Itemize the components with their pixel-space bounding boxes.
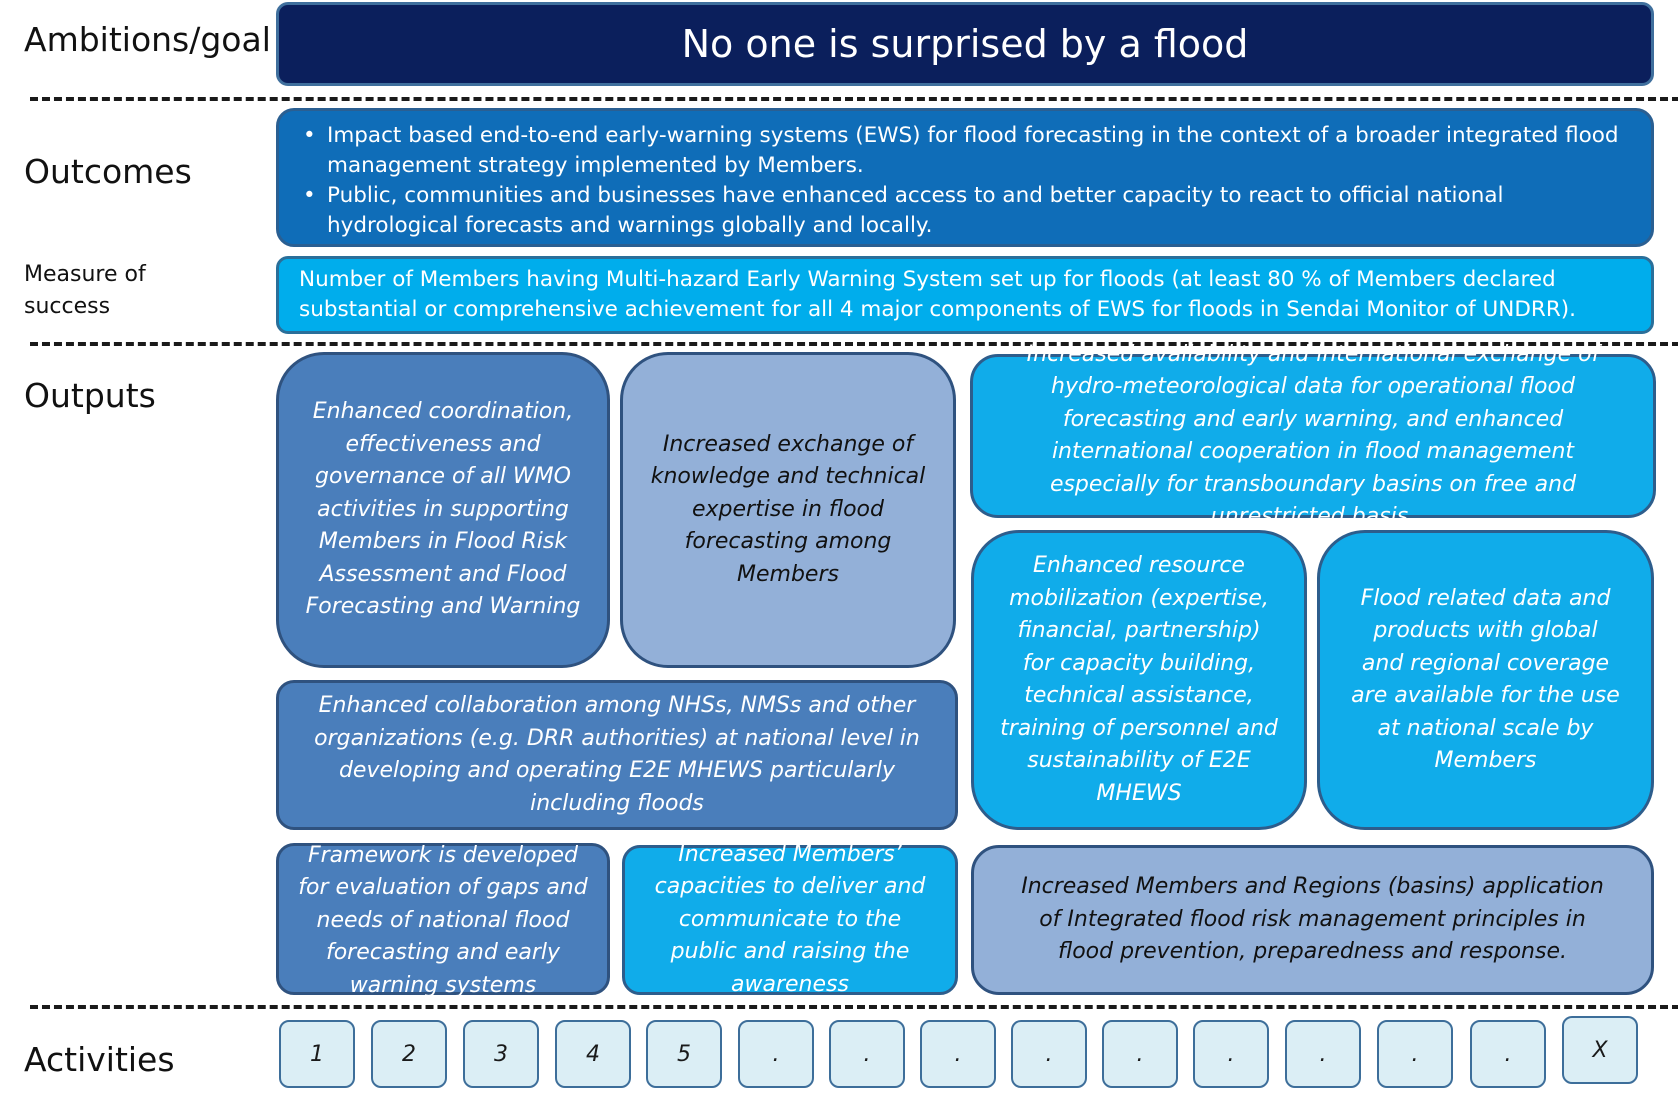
output-resource-mobilization-text: Enhanced resource mobilization (expertise, financial, partnership) for capacity building, technical assistance, training of personnel and sustainability of E2E MHEWS	[1000, 553, 1278, 806]
activity-box: 4	[555, 1020, 631, 1088]
outcome-item: • Impact based end-to-end early-warning systems (EWS) for flood forecasting in the context of a broader integrated flood management strategy implemented by Members.	[327, 121, 1631, 181]
label-measure-line1: Measure of	[24, 262, 146, 287]
outcomes-list	[303, 121, 1631, 241]
output-flood-data-text: Flood related data and products with global and regional coverage are available for the use at national scale by Members	[1351, 585, 1620, 773]
label-outcomes: Outcomes	[24, 152, 192, 191]
label-ambitions: Ambitions/goal	[24, 20, 271, 59]
output-capacities-text: Increased Members’ capacities to deliver and communicate to the public and raising the awareness	[654, 841, 926, 997]
output-collaboration-text: Enhanced collaboration among NHSs, NMSs and other organizations (e.g. DRR authorities) at national level in developing and operating E2E MHEWS particularly including floods	[314, 693, 920, 816]
activity-box: .	[1193, 1020, 1269, 1088]
activity-box: .	[829, 1020, 905, 1088]
output-knowledge-text: Increased exchange of knowledge and technical expertise in flood forecasting among Members	[650, 431, 926, 587]
output-flood-data-box	[1317, 530, 1654, 830]
activity-box: 2	[371, 1020, 447, 1088]
separator-line	[30, 1005, 1678, 1009]
label-outputs: Outputs	[24, 376, 156, 415]
activity-box: 1	[279, 1020, 355, 1088]
measure-of-success-box	[276, 256, 1654, 334]
activity-box: .	[1011, 1020, 1087, 1088]
output-data-exchange-box	[970, 341, 1656, 529]
output-framework-box	[276, 842, 610, 998]
output-coordination-text: Enhanced coordination, effectiveness and governance of all WMO activities in supporting Members in Flood Risk Assessment and Flood Forecasting and Warning	[305, 399, 581, 620]
output-knowledge-box	[620, 352, 956, 668]
activity-box: .	[1470, 1020, 1546, 1088]
activity-box: 5	[646, 1020, 722, 1088]
measure-text: Number of Members having Multi-hazard Early Warning System set up for floods (at least 80 % of Members declared substantial or comprehensive achievement for all 4 major components of EWS for floods in Sendai Monitor of UNDRR).	[299, 267, 1576, 322]
output-framework-text: Framework is developed for evaluation of gaps and needs of national flood forecasting and early warning systems	[298, 842, 588, 998]
goal-box	[276, 2, 1654, 86]
output-coordination-box	[276, 352, 610, 668]
label-measure-line2: success	[24, 294, 111, 319]
label-activities: Activities	[24, 1040, 175, 1079]
output-capacities-box	[622, 841, 958, 997]
activity-box: .	[738, 1020, 814, 1088]
output-data-exchange-text: Increased availability and international exchange of hydro-meteorological data for operational flood forecasting and early warning, and enhanced international cooperation in flood management especially for transboundary basins on free and unrestricted basis.	[1026, 341, 1600, 529]
outcome-item: • Public, communities and businesses have enhanced access to and better capacity to react to official national hydrological forecasts and warnings globally and locally.	[327, 181, 1631, 241]
activity-box: .	[920, 1020, 996, 1088]
goal-text: No one is surprised by a flood	[681, 22, 1249, 66]
activity-box: .	[1285, 1020, 1361, 1088]
outcomes-box	[276, 108, 1654, 247]
label-measure-of-success	[24, 259, 146, 323]
separator-line	[30, 97, 1678, 101]
output-ifrm-text: Increased Members and Regions (basins) application of Integrated flood risk management principles in flood prevention, preparedness and response.	[1021, 874, 1604, 965]
output-ifrm-box	[971, 845, 1654, 995]
activity-box: .	[1102, 1020, 1178, 1088]
output-collaboration-box	[276, 680, 958, 830]
activity-box: .	[1377, 1020, 1453, 1088]
output-resource-mobilization-box	[971, 530, 1307, 830]
activity-box: X	[1562, 1016, 1638, 1084]
activity-box: 3	[463, 1020, 539, 1088]
